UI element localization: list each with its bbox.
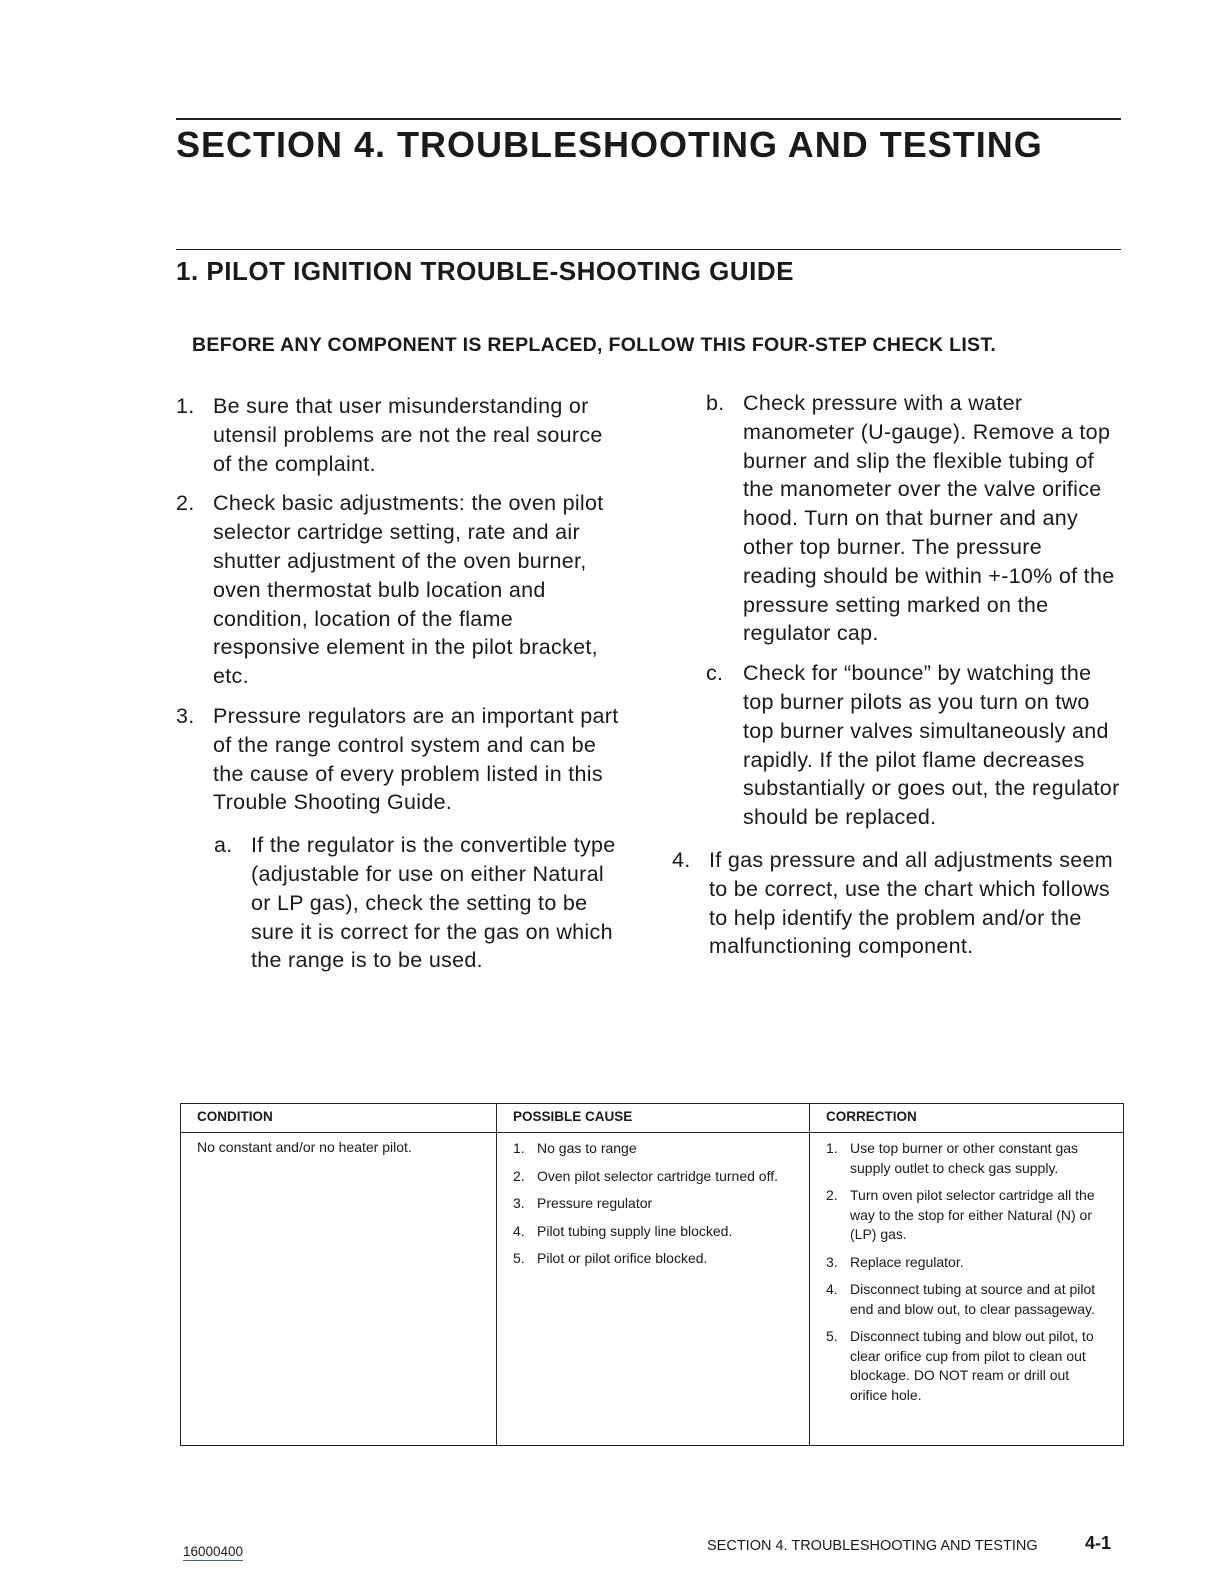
correction-text: Use top burner or other constant gas supply outlet to check gas supply. — [850, 1140, 1079, 1176]
page-number: 4-1 — [1085, 1533, 1112, 1553]
cause-item — [513, 1194, 795, 1214]
cause-item — [513, 1222, 795, 1242]
cause-number: 3. — [513, 1195, 525, 1211]
checklist-item-4 — [672, 846, 1122, 961]
troubleshooting-table — [180, 1103, 1124, 1446]
correction-number: 4. — [826, 1281, 838, 1297]
cause-number: 1. — [513, 1140, 525, 1156]
item-number: 1. — [176, 394, 195, 418]
correction-number: 2. — [826, 1187, 838, 1203]
correction-text: Turn oven pilot selector cartridge all the way to the stop for either Natural (N) or (LP) gas. — [850, 1187, 1095, 1242]
subitem-letter: c. — [706, 661, 724, 686]
subitem-text: Check pressure with a water manometer (U-gauge). Remove a top burner and slip the flexible tubing of the manometer over the valve orifice hood. Turn on that burner and any other top burner. The pressure reading should be within +-10% of the pressure setting marked on the regulator cap. — [743, 391, 1115, 646]
correction-item — [826, 1186, 1109, 1245]
top-rule — [176, 118, 1121, 120]
header-possible-cause: POSSIBLE CAUSE — [497, 1104, 810, 1133]
correction-text: Replace regulator. — [850, 1253, 964, 1270]
correction-item — [826, 1139, 1109, 1178]
cause-text: No gas to range — [537, 1140, 637, 1156]
header-condition: CONDITION — [181, 1104, 497, 1133]
checklist-heading: BEFORE ANY COMPONENT IS REPLACED, FOLLOW THIS FOUR-STEP CHECK LIST. — [192, 334, 997, 356]
correction-item — [826, 1253, 1109, 1273]
cause-text: Pressure regulator — [537, 1195, 653, 1211]
item-number: 2. — [176, 491, 195, 516]
guide-title: 1. PILOT IGNITION TROUBLE-SHOOTING GUIDE — [176, 256, 795, 286]
checklist-item-3 — [176, 702, 626, 817]
correction-number: 3. — [826, 1253, 838, 1270]
checklist-item-3a — [214, 831, 626, 975]
correction-item — [826, 1280, 1109, 1319]
footer-section-label: SECTION 4. TROUBLESHOOTING AND TESTING — [707, 1538, 1038, 1554]
correction-cell — [810, 1133, 1124, 1446]
checklist-right-column — [672, 389, 1122, 972]
cause-text: Pilot or pilot orifice blocked. — [537, 1250, 708, 1266]
item-number: 4. — [672, 847, 691, 872]
cause-item — [513, 1249, 795, 1269]
cause-item — [513, 1167, 795, 1187]
correction-number: 1. — [826, 1140, 838, 1156]
subitem-text: If the regulator is the convertible type (adjustable for use on either Natural or LP gas), check the setting to be sure it is correct for the gas on which the range is to be used. — [251, 833, 616, 973]
correction-item — [826, 1327, 1109, 1405]
checklist-item-3b — [706, 389, 1122, 648]
item-number: 3. — [176, 703, 195, 728]
checklist-item-2 — [176, 489, 626, 691]
checklist-item-3c — [706, 659, 1122, 832]
item-text: Be sure that user misunderstanding or utensil problems are not the real source of the complaint. — [213, 394, 603, 476]
condition-cell: No constant and/or no heater pilot. — [181, 1133, 497, 1446]
item-text: Pressure regulators are an important part of the range control system and can be the cause of every problem listed in this Trouble Shooting Guide. — [213, 703, 619, 815]
possible-cause-list — [513, 1139, 795, 1269]
item-text: Check basic adjustments: the oven pilot selector cartridge setting, rate and air shutter adjustment of the oven burner, oven thermostat bulb location and condition, location of the flame responsive element in the pilot bracket, etc. — [213, 491, 604, 689]
correction-text: Disconnect tubing at source and at pilot end and blow out, to clear passageway. — [850, 1281, 1096, 1317]
checklist-left-column — [176, 392, 626, 986]
subitem-letter: a. — [214, 833, 233, 858]
table-header-row — [181, 1104, 1124, 1133]
cause-item — [513, 1139, 795, 1159]
cause-number: 2. — [513, 1167, 525, 1184]
checklist-item-1 — [176, 392, 626, 478]
correction-text: Disconnect tubing and blow out pilot, to clear orifice cup from pilot to clean out blockage. DO NOT ream or drill out orifice hole. — [850, 1328, 1094, 1403]
cause-text: Oven pilot selector cartridge turned off. — [537, 1167, 778, 1184]
correction-number: 5. — [826, 1328, 838, 1344]
item-text: If gas pressure and all adjustments seem to be correct, use the chart which follows to help identify the problem and/or the malfunctioning component. — [709, 847, 1113, 959]
cause-text: Pilot tubing supply line blocked. — [537, 1222, 733, 1239]
guide-rule — [176, 249, 1121, 250]
section-title: SECTION 4. TROUBLESHOOTING AND TESTING — [176, 124, 1043, 165]
header-correction: CORRECTION — [810, 1104, 1124, 1133]
table-row — [181, 1133, 1124, 1446]
correction-list — [826, 1139, 1109, 1405]
possible-cause-cell — [497, 1133, 810, 1446]
cause-number: 4. — [513, 1222, 525, 1239]
document-number: 16000400 — [183, 1544, 244, 1559]
subitem-letter: b. — [706, 391, 725, 415]
subitem-text: Check for “bounce” by watching the top burner pilots as you turn on two top burner valves simultaneously and rapidly. If the pilot flame decreases substantially or goes out, the regulator should be replaced. — [743, 661, 1120, 830]
cause-number: 5. — [513, 1250, 525, 1266]
